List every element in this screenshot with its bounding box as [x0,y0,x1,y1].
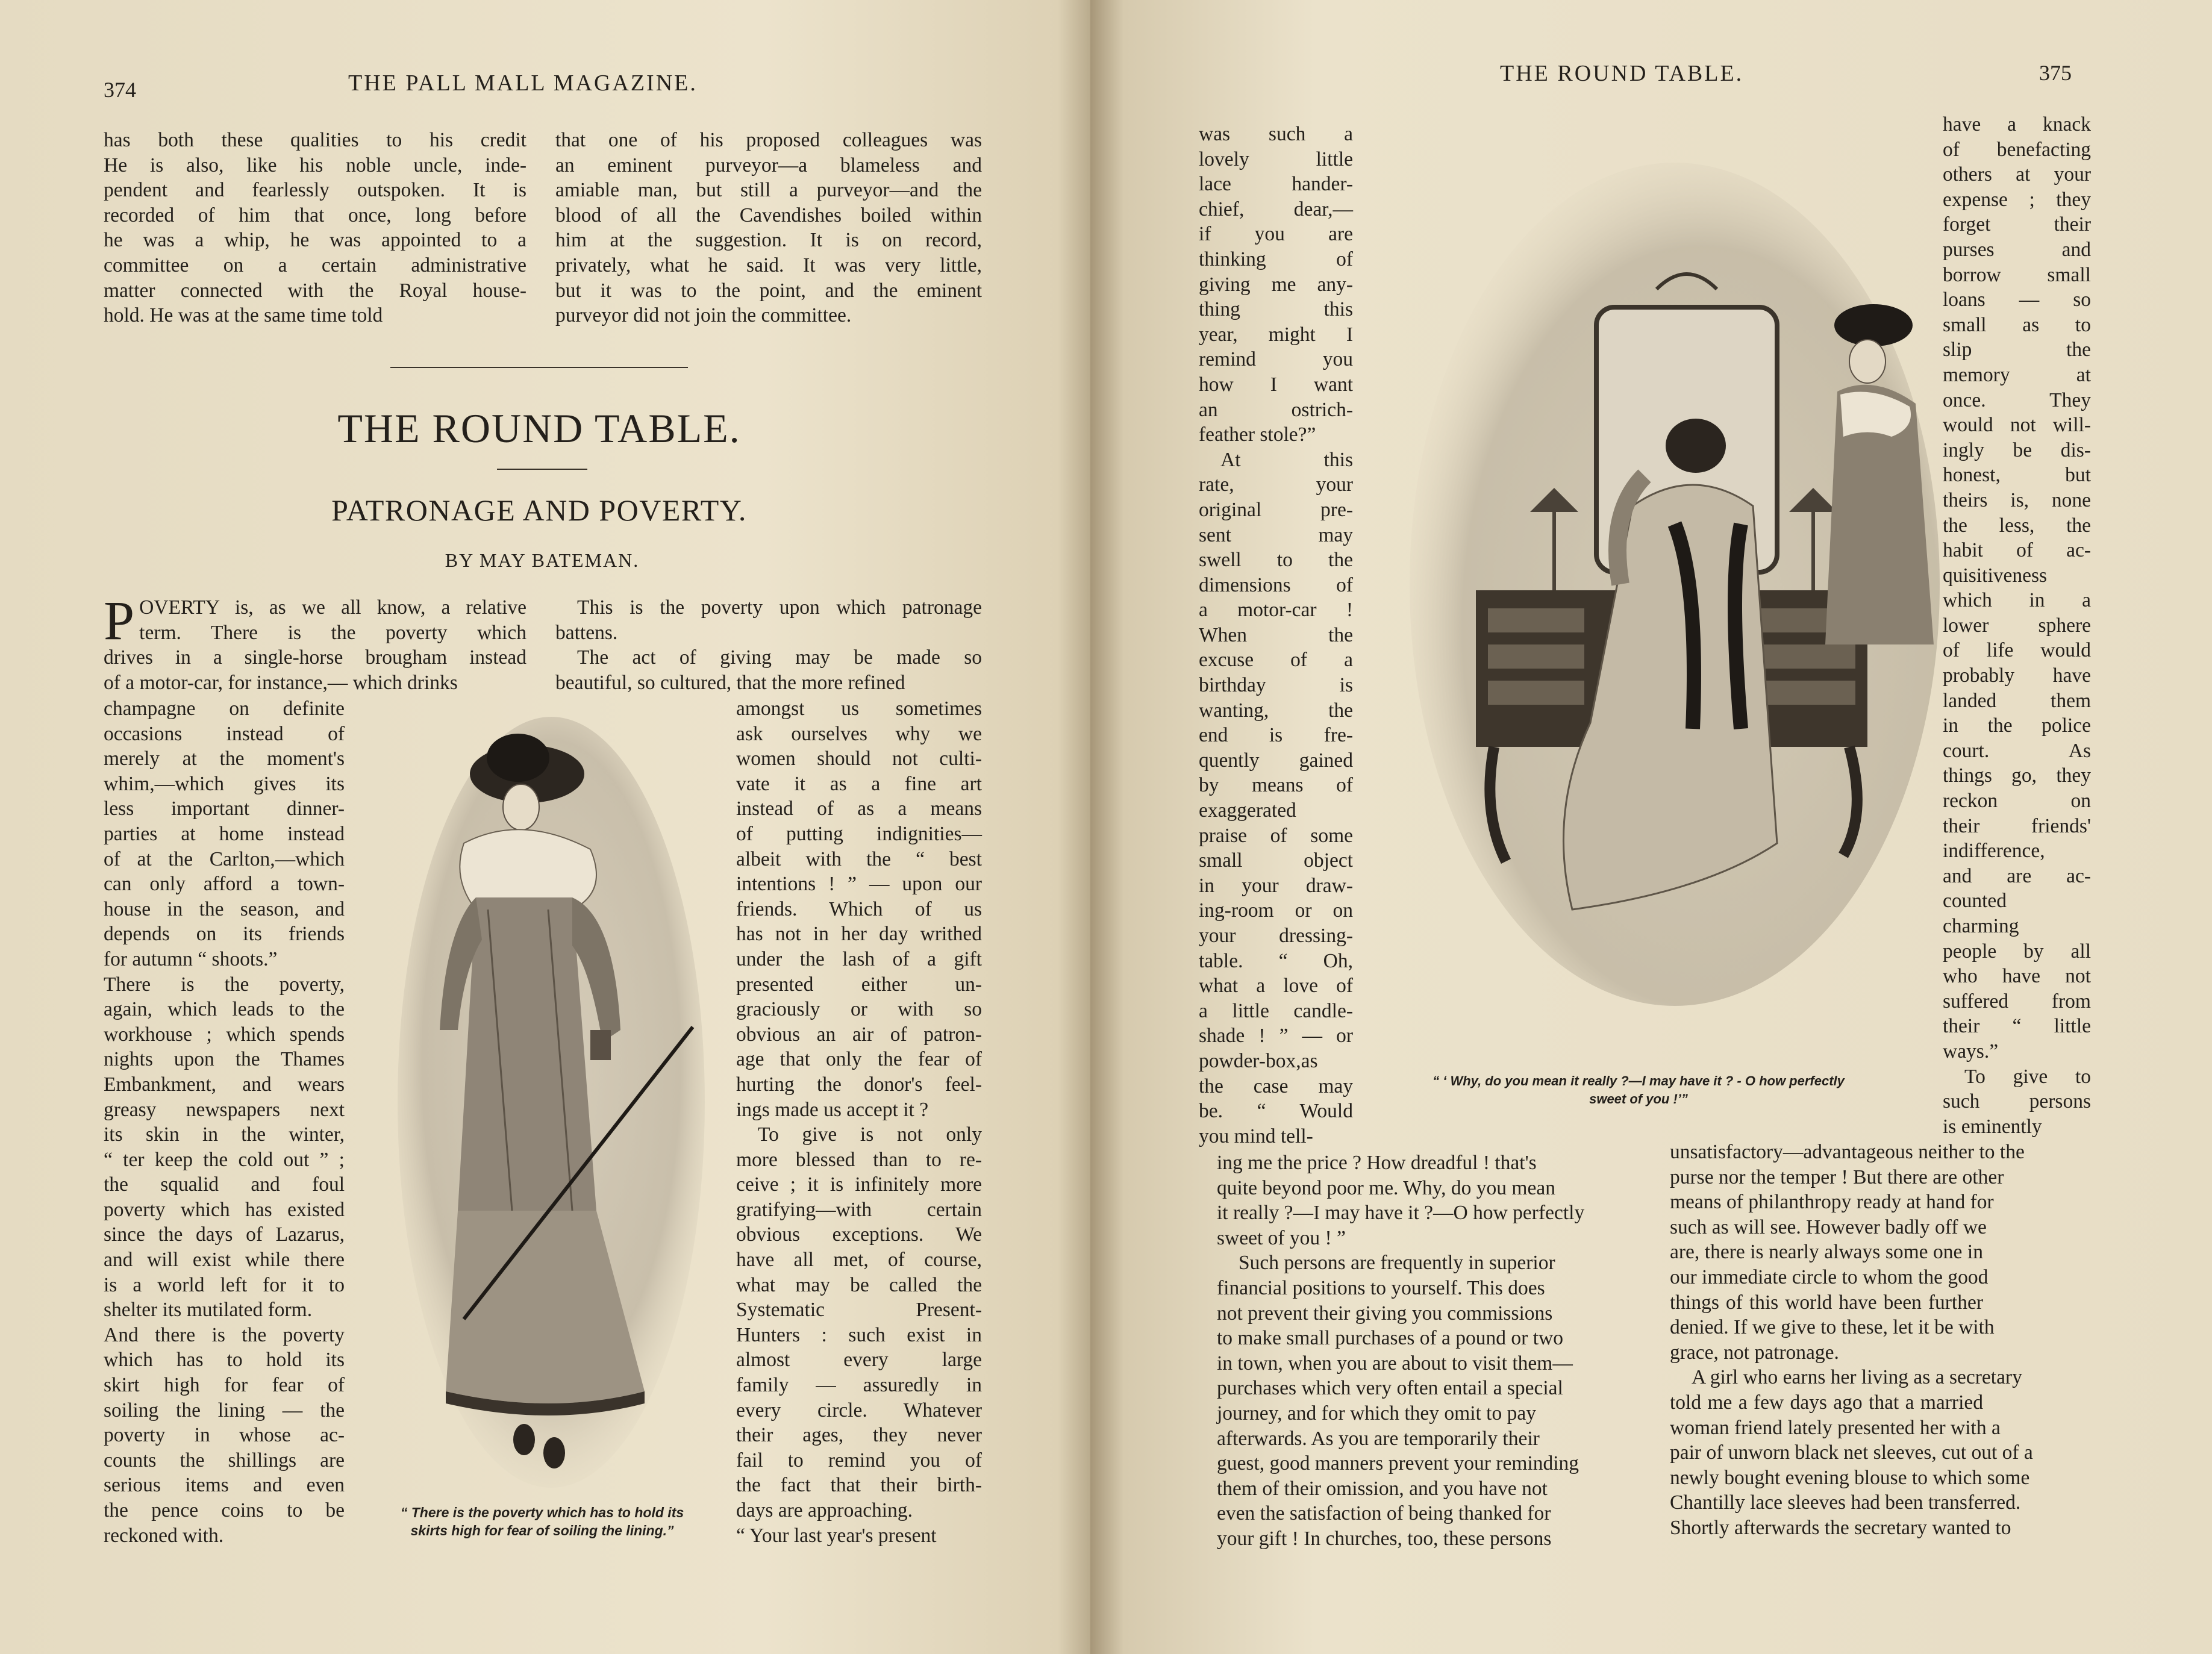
text-line: their friends' [1943,814,2091,837]
text-line: workhouse ; which spends [104,1023,345,1046]
text-line: indifference, [1943,840,2045,863]
text-line: house in the season, and [104,897,345,920]
text-line: shelter its mutilated form. [104,1299,313,1322]
text-line: has not in her day writhed [736,923,982,946]
text-line: you mind tell- [1199,1125,1313,1147]
intro-lines [104,590,526,695]
text-line: battens. [555,621,618,644]
right-column-bottom [1670,1140,2033,1541]
text-line: is eminently [1943,1115,2042,1138]
text-line: fail to remind you of [736,1449,982,1471]
text-line: has both these qualities to his credit [104,129,526,151]
text-line: is a world left for it to [104,1273,345,1296]
text-line: small object [1199,849,1353,872]
text-line: days are approaching. [736,1499,913,1521]
text-line: purchases which very often entail a special [1217,1377,1563,1400]
text-line: which in a [1943,589,2091,612]
text-line: forget their [1943,213,2091,236]
text-line: rate, your [1199,473,1353,496]
dressing-table-drawing [1392,90,1934,1048]
text-line: When the [1199,623,1353,646]
text-line: chief, dear,— [1199,198,1353,220]
right-column-narrow [1943,112,2091,1139]
text-line: year, might I [1199,323,1353,346]
text-line: what a love of [1199,975,1353,997]
text-line: ing-room or on [1199,899,1353,922]
text-line: whim,—which gives its [104,772,345,795]
text-line: praise of some [1199,824,1353,847]
running-head: THE PALL MALL MAGAZINE. [348,70,698,96]
text-line: merely at the moment's [104,747,345,770]
text-line: soiling the lining — the [104,1399,345,1422]
text-line: The act of giving may be made so [577,646,982,669]
text-line: every circle. Whatever [736,1399,982,1422]
text-line: for autumn “ shoots.” [104,947,278,970]
text-line: Hunters : such exist in [736,1323,982,1346]
text-line: the case may [1199,1075,1353,1097]
text-line: newly bought evening blouse to which some [1670,1466,2030,1489]
text-line: how I want [1199,373,1353,396]
text-line: term. There is the poverty which [139,621,526,644]
text-line: reckon on [1943,790,2091,813]
text-line: privately, what he said. It was very little, [555,254,982,276]
text-line: told me a few days ago that a married [1670,1391,1983,1414]
text-line: unsatisfactory—advantageous neither to the [1670,1141,2025,1163]
text-line: intentions ! ” — upon our [736,873,982,896]
text-line: reckoned with. [104,1524,224,1547]
text-line: quite beyond poor me. Why, do you mean [1217,1176,1555,1199]
text-line: in your draw- [1199,874,1353,897]
text-line: committee on a certain administrative [104,254,526,276]
text-line: journey, and for which they omit to pay [1217,1402,1536,1425]
text-line: borrow small [1943,263,2091,286]
text-line: recorded of him that once, long before [104,204,526,226]
text-line: suffered from [1943,990,2091,1013]
text-line: To give is not only [758,1123,982,1146]
text-line: hold. He was at the same time told [104,304,383,327]
text-line: graciously or with so [736,998,982,1021]
text-line: under the lash of a gift [736,947,982,970]
text-line: means of philanthropy ready at hand for [1670,1191,1994,1214]
text-line: original pre- [1199,498,1353,521]
text-line: counted [1943,890,2007,913]
text-line: can only afford a town- [104,873,345,896]
text-line: of putting indignities— [736,822,982,845]
section-divider [390,367,688,368]
text-line: occasions instead of [104,722,345,745]
illustration-dressing-table [1392,90,1934,1048]
text-line: instead of as a means [736,797,982,820]
top-column-left [104,128,526,328]
text-line: blood of all the Cavendishes boiled within [555,204,982,226]
text-line: to make small purchases of a pound or two [1217,1327,1563,1350]
text-line: honest, but [1943,464,2091,487]
text-line: quisitiveness [1943,564,2048,587]
caption-line: “ There is the poverty which has to hold its [400,1505,684,1520]
text-line: family — assuredly in [736,1374,982,1397]
page-number: 374 [104,78,136,102]
text-line: beautiful, so cultured, that the more refined [555,671,905,694]
text-line: sweet of you ! ” [1217,1226,1346,1249]
text-line: memory at [1943,363,2091,386]
text-line: be. “ Would [1199,1100,1353,1123]
text-line: lovely little [1199,148,1353,170]
text-line: it really ?—I may have it ?—O how perfectly [1217,1202,1585,1225]
text-line: purses and [1943,238,2091,261]
left-column-narrow [1199,122,1353,1149]
text-line: which has to hold its [104,1349,345,1372]
text-line: lower sphere [1943,614,2091,637]
text-line: small as to [1943,313,2091,336]
left-page [0,0,1090,1654]
text-line: an eminent purveyor—a blameless and [555,154,982,176]
text-line: birthday is [1199,674,1353,697]
text-line: not prevent their giving you commissions [1217,1302,1553,1325]
text-line: There is the poverty, [104,973,345,996]
text-line: Embankment, and wears [104,1073,345,1096]
text-line: purse nor the temper ! But there are other [1670,1166,2004,1188]
text-line: He is also, like his noble uncle, inde- [104,154,526,176]
text-line: This is the poverty upon which patronage [577,596,982,619]
text-line: matter connected with the Royal house- [104,279,526,302]
text-line: in town, when you are about to visit them— [1217,1352,1573,1375]
page-number: 375 [2039,61,2072,85]
text-line: To give to [1964,1065,2091,1088]
text-line: exaggerated [1199,799,1296,822]
text-line: depends on its friends [104,923,345,946]
text-line: afterwards. As you are temporarily their [1217,1427,1540,1450]
text-line: expense ; they [1943,188,2091,211]
article-title: PATRONAGE AND POVERTY. [331,493,747,527]
text-line: table. “ Oh, [1199,949,1353,972]
text-line: skirt high for fear of [104,1374,345,1397]
text-line: once. They [1943,389,2091,411]
drop-cap: P [104,590,135,651]
byline: BY MAY BATEMAN. [445,549,640,571]
text-line: pair of unworn black net sleeves, cut out of a [1670,1441,2033,1464]
text-line: “ ter keep the cold out ” ; [104,1148,345,1171]
text-line: loans — so [1943,289,2091,311]
text-line: our immediate circle to whom the good [1670,1265,1989,1288]
left-column-narrow [104,696,345,1548]
text-line: drives in a single-horse brougham instead [104,646,526,669]
text-line: woman friend lately presented her with a [1670,1416,2001,1439]
section-title: THE ROUND TABLE. [337,405,741,451]
text-line: even the satisfaction of being thanked for [1217,1502,1551,1525]
text-line: albeit with the “ best [736,847,982,870]
text-line: your gift ! In churches, too, these persons [1217,1527,1552,1550]
text-line: but it was to the point, and the eminent [555,279,982,302]
text-line: ask ourselves why we [736,722,982,745]
text-line: almost every large [736,1349,982,1372]
text-line: such as will see. However badly off we [1670,1216,1987,1238]
text-line: grace, not patronage. [1670,1341,1839,1364]
text-line: ways.” [1943,1040,1999,1063]
right-column-top [555,595,982,695]
text-line: And there is the poverty [104,1323,345,1346]
text-line: them of their omission, and you have not [1217,1477,1548,1500]
text-line: financial positions to yourself. This does [1217,1276,1545,1299]
illustration-woman-umbrella [392,717,711,1512]
text-line: probably have [1943,664,2091,687]
text-line: friends. Which of us [736,897,982,920]
text-line: shade ! ” — or [1199,1025,1353,1047]
text-line: an ostrich- [1199,398,1353,421]
text-line: Shortly afterwards the secretary wanted to [1670,1516,2011,1539]
text-line: pendent and fearlessly outspoken. It is [104,179,526,202]
caption-line: sweet of you !’” [1589,1091,1688,1106]
text-line: habit of ac- [1943,539,2091,562]
text-line: amongst us sometimes [736,697,982,720]
text-line: its skin in the winter, [104,1123,345,1146]
text-line: amiable man, but still a purveyor—and the [555,179,982,202]
title-rule [497,469,587,470]
top-column-right [555,128,982,328]
text-line: At this [1220,448,1353,471]
running-head: THE ROUND TABLE. [1500,61,1744,86]
text-line: him at the suggestion. It is on record, [555,229,982,252]
text-line: giving me any- [1199,273,1353,296]
text-line: of life would [1943,639,2091,662]
text-line: greasy newspapers next [104,1098,345,1121]
text-line: gratifying—with certain [736,1198,982,1221]
text-line: of a motor-car, for instance,— which drinks [104,671,458,694]
text-line: powder-box,as [1199,1049,1318,1072]
text-line: excuse of a [1199,649,1353,672]
text-line: vate it as a fine art [736,772,982,795]
caption-line: skirts high for fear of soiling the lining.” [410,1523,674,1538]
text-line: charming [1943,915,2019,937]
text-line: things go, they [1943,764,2091,787]
text-line: presented either un- [736,973,982,996]
text-line: since the days of Lazarus, [104,1223,345,1246]
text-line: of benefacting [1943,138,2091,161]
text-line: A girl who earns her living as a secretary [1692,1366,2022,1389]
text-line: ingly be dis- [1943,438,2091,461]
text-line: your dressing- [1199,925,1353,947]
text-line: by means of [1199,774,1353,797]
text-line: Systematic Present- [736,1299,982,1322]
text-line: serious items and even [104,1474,345,1497]
text-line: and will exist while there [104,1249,345,1272]
text-line: poverty which has existed [104,1198,345,1221]
text-line: the pence coins to be [104,1499,345,1521]
text-line: lace hander- [1199,173,1353,196]
text-line: a little candle- [1199,999,1353,1022]
text-line: the fact that their birth- [736,1474,982,1497]
text-line: ings made us accept it ? [736,1098,929,1121]
text-line: guest, good manners prevent your reminding [1217,1452,1579,1475]
text-line: was such a [1199,123,1353,145]
text-line: have all met, of course, [736,1249,982,1272]
text-line: if you are [1199,223,1353,246]
text-line: theirs is, none [1943,488,2091,511]
caption-line: “ ‘ Why, do you mean it really ?—I may have it ? - O how perfectly [1432,1073,1845,1088]
text-line: who have not [1943,965,2091,988]
text-line: are, there is nearly always some one in [1670,1241,1983,1264]
text-line: court. As [1943,739,2091,762]
text-line: thinking of [1199,248,1353,270]
text-line: feather stole?” [1199,423,1316,446]
text-line: end is fre- [1199,724,1353,747]
text-line: others at your [1943,163,2091,186]
text-line: he was a whip, he was appointed to a [104,229,526,252]
illustration-caption [361,1503,723,1540]
text-line: in the police [1943,714,2091,737]
text-line: the less, the [1943,514,2091,537]
text-line: champagne on definite [104,697,345,720]
text-line: quently gained [1199,749,1353,772]
text-line: things of this world have been further [1670,1291,1983,1314]
text-line: remind you [1199,348,1353,371]
text-line: women should not culti- [736,747,982,770]
text-line: poverty in whose ac- [104,1424,345,1447]
text-line: the squalid and foul [104,1173,345,1196]
text-line: ing me the price ? How dreadful ! that's [1217,1152,1537,1174]
left-column-bottom [1217,1150,1585,1552]
text-line: obvious an air of patron- [736,1023,982,1046]
text-line: swell to the [1199,549,1353,572]
text-line: slip the [1943,339,2091,361]
text-line: people by all [1943,940,2091,963]
text-line: a motor-car ! [1199,599,1353,622]
text-line: what may be called the [736,1273,982,1296]
text-line: obvious exceptions. We [736,1223,982,1246]
text-line: of at the Carlton,—which [104,847,345,870]
text-line: purveyor did not join the committee. [555,304,852,327]
text-line: have a knack [1943,113,2091,136]
right-column-narrow [736,696,982,1548]
text-line: would not will- [1943,414,2091,437]
text-line: ceive ; it is infinitely more [736,1173,982,1196]
text-line: and are ac- [1943,864,2091,887]
text-line: nights upon the Thames [104,1048,345,1071]
text-line: their “ little [1943,1015,2091,1038]
text-line: Chantilly lace sleeves had been transferred. [1670,1491,2021,1514]
text-line: Such persons are frequently in superior [1239,1252,1555,1275]
text-line: “ Your last year's present [736,1524,937,1547]
text-line: again, which leads to the [104,998,345,1021]
text-line: OVERTY is, as we all know, a relative [139,596,526,619]
text-line: denied. If we give to these, let it be with [1670,1316,1995,1339]
intro-paragraph [104,590,526,695]
text-line: age that only the fear of [736,1048,982,1071]
text-line: hurting the donor's feel- [736,1073,982,1096]
text-line: landed them [1943,689,2091,712]
illustration-caption [1392,1072,1886,1108]
text-line: wanting, the [1199,699,1353,722]
text-line: less important dinner- [104,797,345,820]
woman-drawing [392,717,711,1512]
text-line: thing this [1199,298,1353,321]
text-line: more blessed than to re- [736,1148,982,1171]
text-line: that one of his proposed colleagues was [555,129,982,151]
text-line: counts the shillings are [104,1449,345,1471]
text-line: parties at home instead [104,822,345,845]
text-line: such persons [1943,1090,2091,1113]
text-line: their ages, they never [736,1424,982,1447]
text-line: sent may [1199,523,1353,546]
text-line: dimensions of [1199,573,1353,596]
right-page [1090,0,2212,1654]
